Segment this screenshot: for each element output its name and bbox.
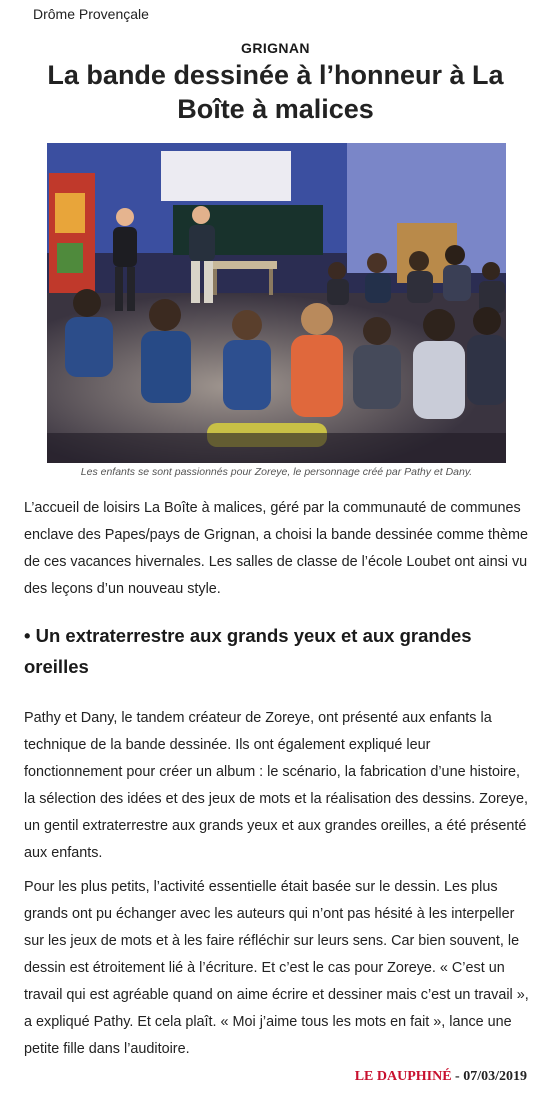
section-label: Drôme Provençale: [33, 6, 149, 22]
kicker-location: GRIGNAN: [241, 40, 310, 56]
source-footer: [355, 1069, 527, 1085]
article-headline: La bande dessinée à l’honneur à La Boîte à malices: [47, 60, 504, 124]
publication-name: LE DAUPHINÉ: [354, 1069, 452, 1084]
article-paragraph: L’accueil de loisirs La Boîte à malices, géré par la communauté de communes enclave des Papes/pays de Grignan, a choisi la bande dessinée comme thème de ces vacances hivernales. Les salles de classe de l’école Loubet ont ainsi vu des leçons d’un nouveau style.: [24, 500, 528, 597]
publication-date: - 07/03/2019: [451, 1069, 527, 1084]
photo-caption: Les enfants se sont passionnés pour Zoreye, le personnage créé par Pathy et Dany.: [80, 466, 473, 478]
article-paragraph: Pour les plus petits, l’activité essentielle était basée sur le dessin. Les plus grands ont pu échanger avec les auteurs qui n’ont pas hésité à les interpeller sur les jeux de mots et à les faire réfléchir sur leurs sens. Car bien souvent, le dessin est étroitement lié à l’écriture. Et c’est le cas pour Zoreye. « C’est un travail qui est agréable quand on aime écrire et dessiner mais c’est un travail », a expliqué Pathy. Et cela plaît. « Moi j’aime tous les mots en fait », lance une petite fille dans l’auditoire.: [24, 879, 529, 1057]
article-photo: [47, 143, 506, 463]
article-subhead: • Un extraterrestre aux grands yeux et aux grandes oreilles: [24, 625, 472, 677]
article-paragraph: Pathy et Dany, le tandem créateur de Zoreye, ont présenté aux enfants la technique de la bande dessinée. Ils ont également expliqué leur fonctionnement pour créer un album : le scénario, la fabrication d’une histoire, la sélection des idées et des jeux de mots et la réalisation des dessins. Zoreye, un gentil extraterrestre aux grands yeux et aux grandes oreilles, a été présenté aux enfants.: [24, 710, 528, 861]
